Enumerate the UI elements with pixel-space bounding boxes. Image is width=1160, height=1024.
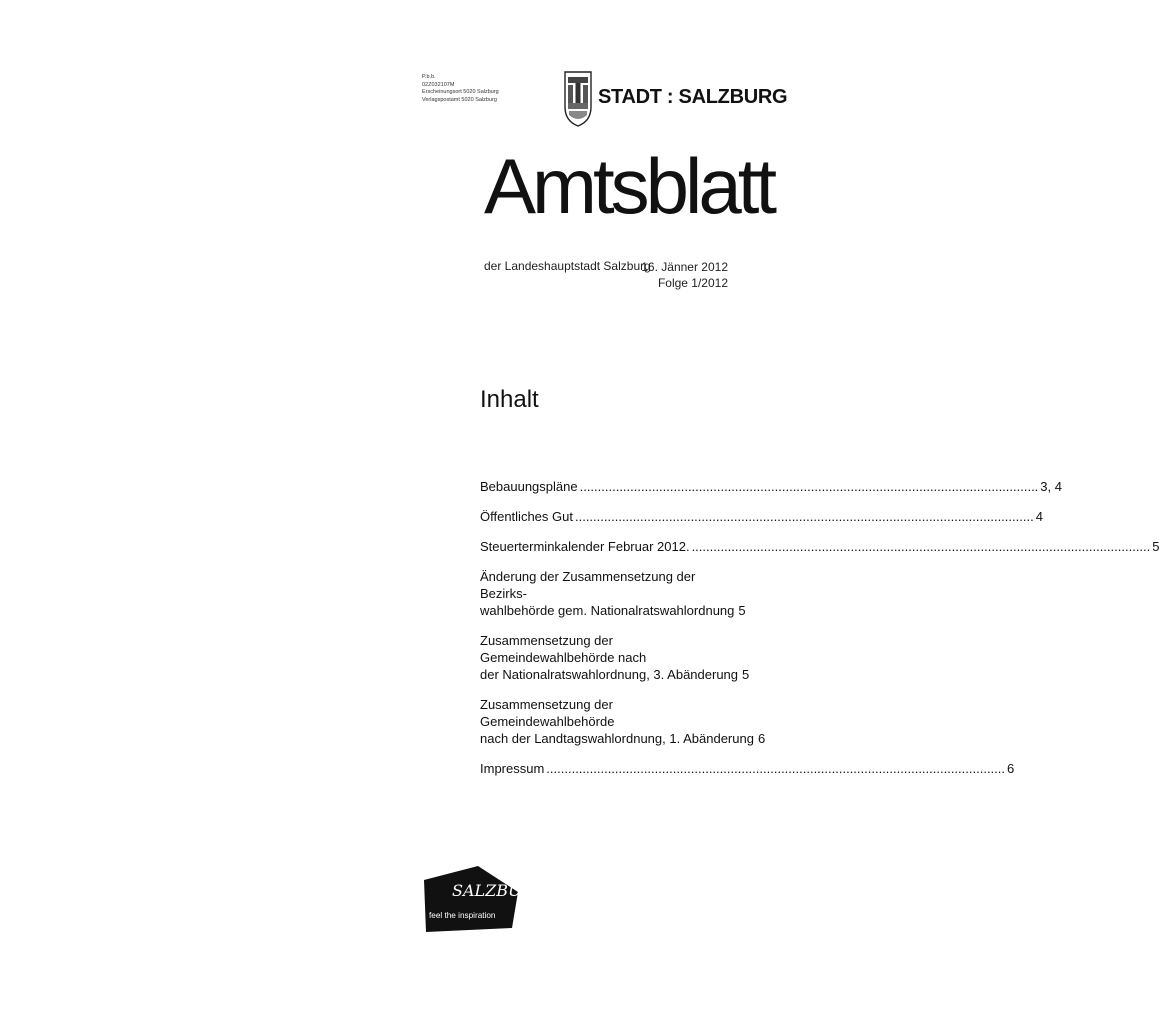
- toc-entry-title-line: Änderung der Zusammensetzung der Bezirks-: [480, 569, 696, 601]
- postal-line: Verlagspostamt 5020 Salzburg: [422, 96, 497, 103]
- postal-info: [422, 74, 499, 104]
- toc-entry-line: [480, 730, 766, 747]
- toc-leader-dots: [580, 478, 1039, 495]
- postal-line: 02Z032107M: [422, 81, 455, 88]
- issue-date: 16. Jänner 2012: [641, 260, 728, 274]
- toc-page-number: 3, 4: [1040, 479, 1062, 494]
- masthead-title: Amtsblatt: [484, 142, 774, 230]
- toc-entry[interactable]: [480, 538, 1160, 555]
- toc-entry-title-line: Zusammensetzung der Gemeindewahlbehörde: [480, 697, 615, 729]
- city-crest-icon: [564, 71, 592, 127]
- table-of-contents: [480, 478, 1160, 790]
- toc-entry-title: Steuerterminkalender Februar 2012.: [480, 539, 690, 554]
- logo-wordmark: SALZBURG: [452, 881, 547, 900]
- toc-leader-dots: [575, 508, 1034, 525]
- toc-entry-title: Öffentliches Gut: [480, 509, 573, 524]
- toc-entry-title: nach der Landtagswahlordnung, 1. Abänderung: [480, 731, 754, 746]
- toc-page-number: 4: [1035, 509, 1043, 524]
- issue-number: Folge 1/2012: [657, 276, 728, 290]
- toc-page-number: 5: [742, 667, 750, 682]
- toc-entry-line: [480, 602, 746, 619]
- postal-line: P.b.b.: [422, 74, 436, 80]
- toc-entry[interactable]: [480, 478, 1062, 495]
- toc-entry-line: [480, 538, 1160, 555]
- toc-leader-dots: [546, 760, 1005, 777]
- publication-subtitle: der Landeshauptstadt Salzburg: [484, 259, 651, 273]
- toc-entry-title: Bebauungspläne: [480, 479, 578, 494]
- toc-entry-title: wahlbehörde gem. Nationalratswahlordnung: [480, 603, 735, 618]
- brand-wordmark: STADT : SALZBURG: [598, 86, 788, 108]
- toc-entry[interactable]: [480, 632, 750, 683]
- toc-entry-line: [480, 666, 750, 683]
- toc-page-number: 6: [1007, 761, 1015, 776]
- toc-entry-line: [480, 478, 1062, 495]
- toc-entry[interactable]: [480, 696, 766, 747]
- toc-entry-line: [480, 760, 1015, 777]
- postal-line: Erscheinungsort 5020 Salzburg: [422, 89, 499, 96]
- toc-leader-dots: [692, 538, 1151, 555]
- toc-entry[interactable]: [480, 508, 1043, 525]
- dateline: [641, 259, 728, 291]
- contents-heading: Inhalt: [480, 386, 539, 413]
- toc-entry[interactable]: [480, 568, 746, 619]
- toc-entry-title: Impressum: [480, 761, 545, 776]
- toc-entry-line: [480, 508, 1043, 525]
- toc-entry-title-line: Zusammensetzung der Gemeindewahlbehörde nach: [480, 633, 647, 665]
- toc-entry-title: der Nationalratswahlordnung, 3. Abänderung: [480, 667, 739, 682]
- logo-tagline: feel the inspiration: [429, 911, 496, 920]
- toc-page-number: 5: [738, 603, 746, 618]
- salzburg-tourism-logo: [420, 862, 547, 934]
- toc-page-number: 5: [1152, 539, 1160, 554]
- toc-page-number: 6: [757, 731, 766, 746]
- toc-entry[interactable]: [480, 760, 1015, 777]
